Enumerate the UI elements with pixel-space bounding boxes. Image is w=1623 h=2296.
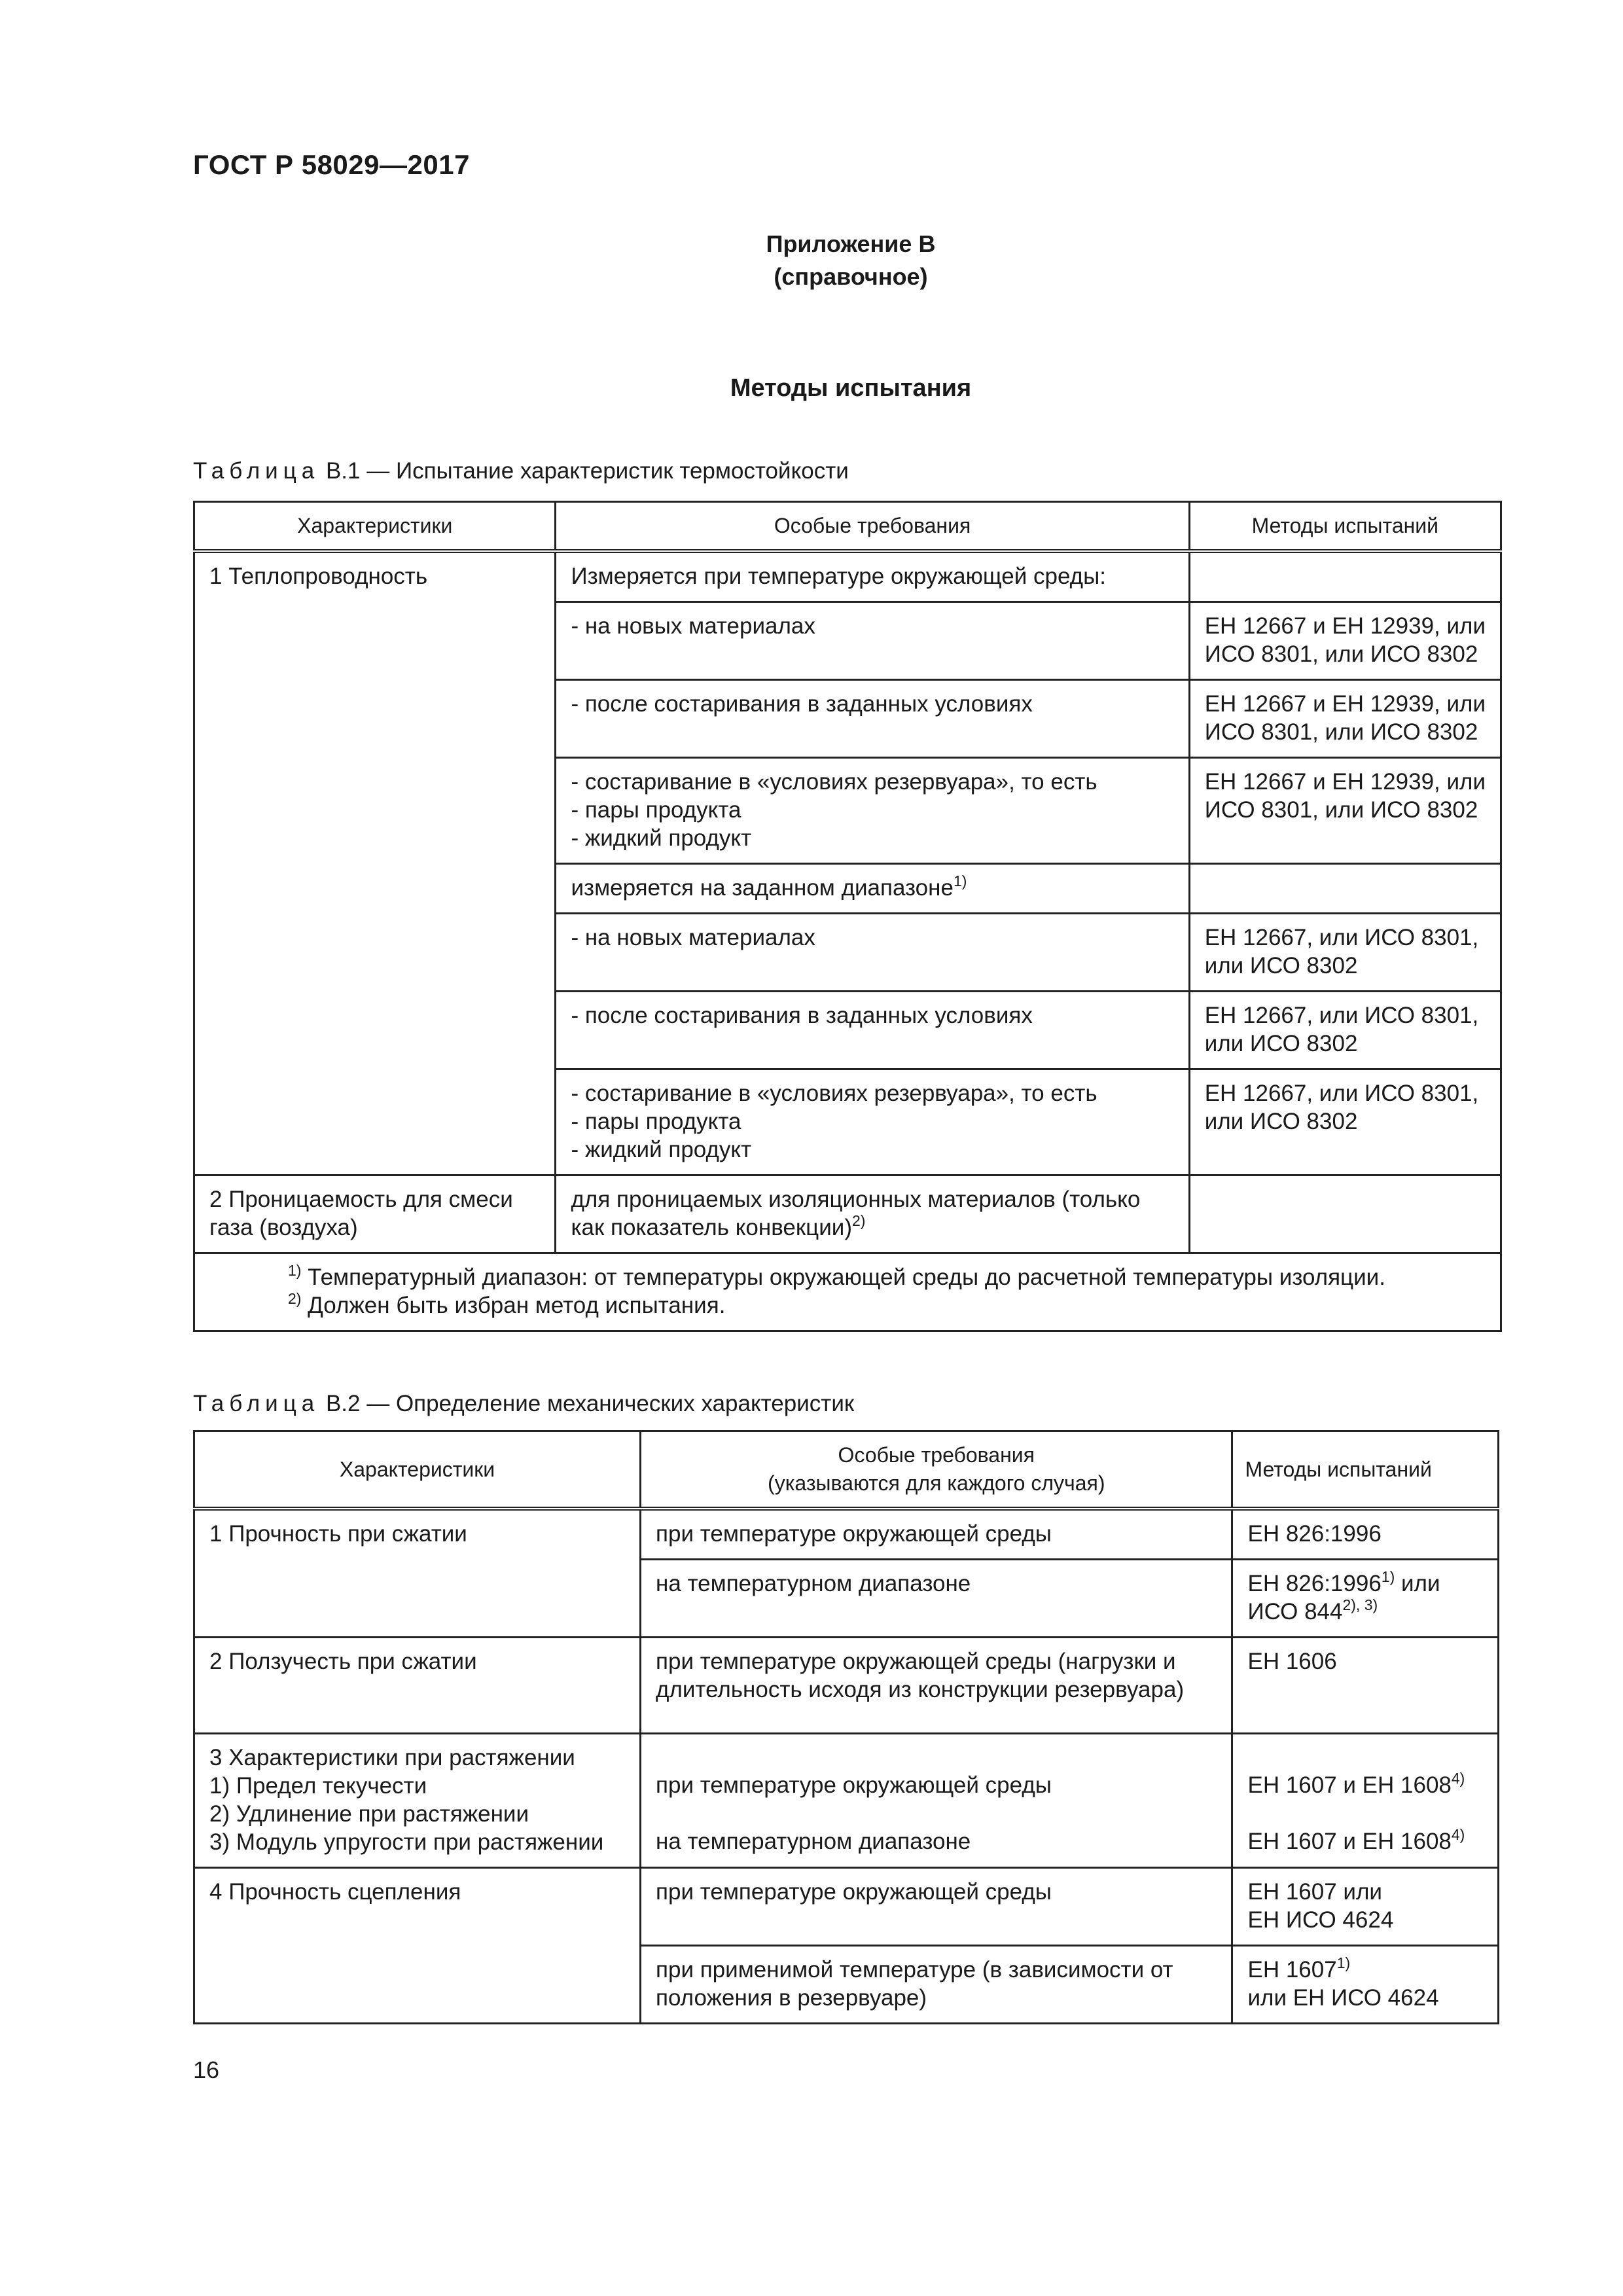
annex-heading: [0, 228, 1623, 293]
table-row: [194, 1175, 1501, 1253]
req-line: [571, 874, 1173, 902]
table1-caption-text: В.1 — Испытание характеристик термостойкости: [319, 458, 849, 484]
table2-requirement: при температуре окружающей среды: [641, 1868, 1232, 1946]
table1-header-row: [194, 502, 1501, 552]
table1-caption-word: Таблица: [193, 458, 320, 484]
req-line: - жидкий продукт: [571, 1137, 752, 1162]
method-line: ИСО 8301, или ИСО 8302: [1204, 797, 1478, 823]
method-text: ЕН 1607: [1247, 1957, 1337, 1982]
footnote-ref: 4): [1451, 1770, 1465, 1787]
table-row: [194, 551, 1501, 602]
table2-caption-word: Таблица: [193, 1391, 320, 1416]
table2-method-line: [1247, 1598, 1483, 1626]
annex-title: Приложение В: [766, 230, 936, 257]
table-mechanical-characteristics: [193, 1430, 1499, 2024]
footnote-text: Должен быть избран метод испытания.: [301, 1293, 726, 1318]
method-line: ЕН 1607 или: [1247, 1879, 1382, 1905]
method-line: ИСО 8301, или ИСО 8302: [1204, 641, 1478, 667]
method-line: или ИСО 8302: [1204, 953, 1358, 978]
section-title: Методы испытания: [730, 374, 972, 402]
table1-requirement: [556, 1175, 1189, 1253]
table2-caption-text: В.2 — Определение механических характеристик: [319, 1391, 855, 1416]
table2-method: ЕН 826:1996: [1232, 1509, 1499, 1560]
table2-caption: [193, 1391, 854, 1417]
table1-header-characteristics: Характеристики: [194, 502, 556, 552]
table1-requirement: [556, 1069, 1189, 1175]
table1-footnotes: [194, 1253, 1501, 1331]
table1-requirement: [556, 992, 1189, 1069]
method-text: ЕН 826:1996: [1247, 1571, 1382, 1596]
table1-requirement: [556, 864, 1189, 914]
table2-header-requirements-line2: (указываются для каждого случая): [768, 1471, 1105, 1495]
char-line: 3 Характеристики при растяжении: [209, 1745, 575, 1770]
method-line: [1247, 1956, 1483, 1984]
footnote-text: Температурный диапазон: от температуры окружающей среды до расчетной температуры изоляции.: [301, 1265, 1385, 1290]
req-line: при температуре окружающей среды: [656, 1772, 1052, 1798]
char-line: 2) Удлинение при растяжении: [209, 1801, 529, 1827]
method-line: ЕН 12667, или ИСО 8301,: [1204, 925, 1479, 950]
method-line: ЕН 12667, или ИСО 8301,: [1204, 1081, 1479, 1106]
req-line: - пары продукта: [571, 797, 741, 823]
footnote-mark: 1): [288, 1262, 302, 1279]
table2-requirement: на температурном диапазоне: [641, 1560, 1232, 1638]
table1-header-methods: Методы испытаний: [1189, 502, 1501, 552]
req-line: - пары продукта: [571, 1109, 741, 1134]
table1-method: [1189, 864, 1501, 914]
table2-header-row: [194, 1431, 1499, 1509]
table2-method: [1232, 1560, 1499, 1638]
req-line: - состаривание в «условиях резервуара», то есть: [571, 1081, 1097, 1106]
table2-requirement: при применимой температуре (в зависимости от положения в резервуаре): [641, 1946, 1232, 2024]
method-line: ЕН 12667 и ЕН 12939, или: [1204, 613, 1486, 639]
table1-method: [1189, 758, 1501, 864]
table1-requirement: [556, 602, 1189, 680]
table2-characteristic-adhesion: 4 Прочность сцепления: [194, 1868, 641, 2024]
footnote-ref: 1): [1381, 1568, 1395, 1585]
req-line: - на новых материалах: [571, 925, 815, 950]
method-text: ЕН 1607 и ЕН 1608: [1247, 1772, 1452, 1798]
footnote-line: [209, 1291, 1486, 1319]
table1-requirement: [556, 551, 1189, 602]
table1-method: [1189, 602, 1501, 680]
table-row: [194, 1509, 1499, 1560]
table1-characteristic-thermal-conductivity: 1 Теплопроводность: [194, 551, 556, 1175]
method-text: или: [1395, 1571, 1440, 1596]
table1-header-requirements: Особые требования: [556, 502, 1189, 552]
req-line: Измеряется при температуре окружающей среды:: [571, 564, 1106, 589]
table2-requirement: при температуре окружающей среды (нагрузки и длительность исходя из конструкции резервуара): [641, 1638, 1232, 1734]
table2-method: [1232, 1734, 1499, 1868]
table2-header-characteristics: Характеристики: [194, 1431, 641, 1509]
req-line: - после состаривания в заданных условиях: [571, 1003, 1033, 1028]
table1-method: [1189, 914, 1501, 992]
footnote-ref: 2): [851, 1212, 866, 1229]
method-line: ЕН 12667 и ЕН 12939, или: [1204, 691, 1486, 717]
table-thermal-characteristics: [193, 501, 1502, 1332]
method-line: [1247, 1827, 1483, 1856]
footnote-ref: 4): [1451, 1826, 1465, 1843]
req-line: - после состаривания в заданных условиях: [571, 691, 1033, 717]
method-line: ЕН ИСО 4624: [1247, 1907, 1394, 1933]
req-line: - жидкий продукт: [571, 825, 752, 851]
req-line: - состаривание в «условиях резервуара», то есть: [571, 769, 1097, 795]
footnote-line: [209, 1263, 1486, 1291]
table2-characteristic-compressive-creep: 2 Ползучесть при сжатии: [194, 1638, 641, 1734]
table1-method: [1189, 551, 1501, 602]
req-line: - на новых материалах: [571, 613, 815, 639]
method-line: или ЕН ИСО 4624: [1247, 1985, 1439, 2011]
table1-requirement: [556, 914, 1189, 992]
table1-requirement: [556, 758, 1189, 864]
annex-kind: (справочное): [774, 263, 928, 290]
method-line: ИСО 8301, или ИСО 8302: [1204, 719, 1478, 745]
req-line: на температурном диапазоне: [656, 1829, 971, 1854]
table2-requirement: [641, 1734, 1232, 1868]
table2-characteristic-tensile: [194, 1734, 641, 1868]
req-text: для проницаемых изоляционных материалов (только как показатель конвекции): [571, 1187, 1141, 1240]
table2-header-requirements-line1: Особые требования: [838, 1443, 1035, 1467]
method-line: или ИСО 8302: [1204, 1031, 1358, 1056]
table1-requirement: [556, 680, 1189, 758]
table2-header-methods: Методы испытаний: [1232, 1431, 1499, 1509]
req-text: измеряется на заданном диапазоне: [571, 875, 954, 901]
footnote-ref: 2), 3): [1342, 1596, 1378, 1613]
table2-method: [1232, 1868, 1499, 1946]
document-id: ГОСТ Р 58029—2017: [193, 149, 470, 180]
table-row: [194, 1734, 1499, 1868]
table1-method: [1189, 992, 1501, 1069]
table2-header-requirements: [641, 1431, 1232, 1509]
method-line: ЕН 12667 и ЕН 12939, или: [1204, 769, 1486, 795]
method-line: [1247, 1771, 1483, 1799]
table1-method: [1189, 1069, 1501, 1175]
footnote-mark: 2): [288, 1290, 302, 1307]
table-row: [194, 1638, 1499, 1734]
table1-caption: [193, 458, 849, 484]
method-text: ЕН 1607 и ЕН 1608: [1247, 1829, 1452, 1854]
method-line: ЕН 12667, или ИСО 8301,: [1204, 1003, 1479, 1028]
table1-footnotes-row: [194, 1253, 1501, 1331]
page-number: 16: [193, 2056, 220, 2083]
table-row: [194, 1868, 1499, 1946]
table2-method-line: [1247, 1570, 1483, 1598]
table2-method: ЕН 1606: [1232, 1638, 1499, 1734]
table1-characteristic-permeability: 2 Проницаемость для смеси газа (воздуха): [194, 1175, 556, 1253]
table2-characteristic-compressive-strength: 1 Прочность при сжатии: [194, 1509, 641, 1638]
table2-method: [1232, 1946, 1499, 2024]
char-line: 1) Предел текучести: [209, 1773, 427, 1799]
table2-requirement: при температуре окружающей среды: [641, 1509, 1232, 1560]
footnote-ref: 1): [1336, 1954, 1351, 1971]
table1-method: [1189, 680, 1501, 758]
method-text: ИСО 844: [1247, 1599, 1343, 1624]
table1-method: [1189, 1175, 1501, 1253]
char-line: 3) Модуль упругости при растяжении: [209, 1829, 604, 1855]
footnote-ref: 1): [953, 872, 967, 889]
method-line: или ИСО 8302: [1204, 1109, 1358, 1134]
